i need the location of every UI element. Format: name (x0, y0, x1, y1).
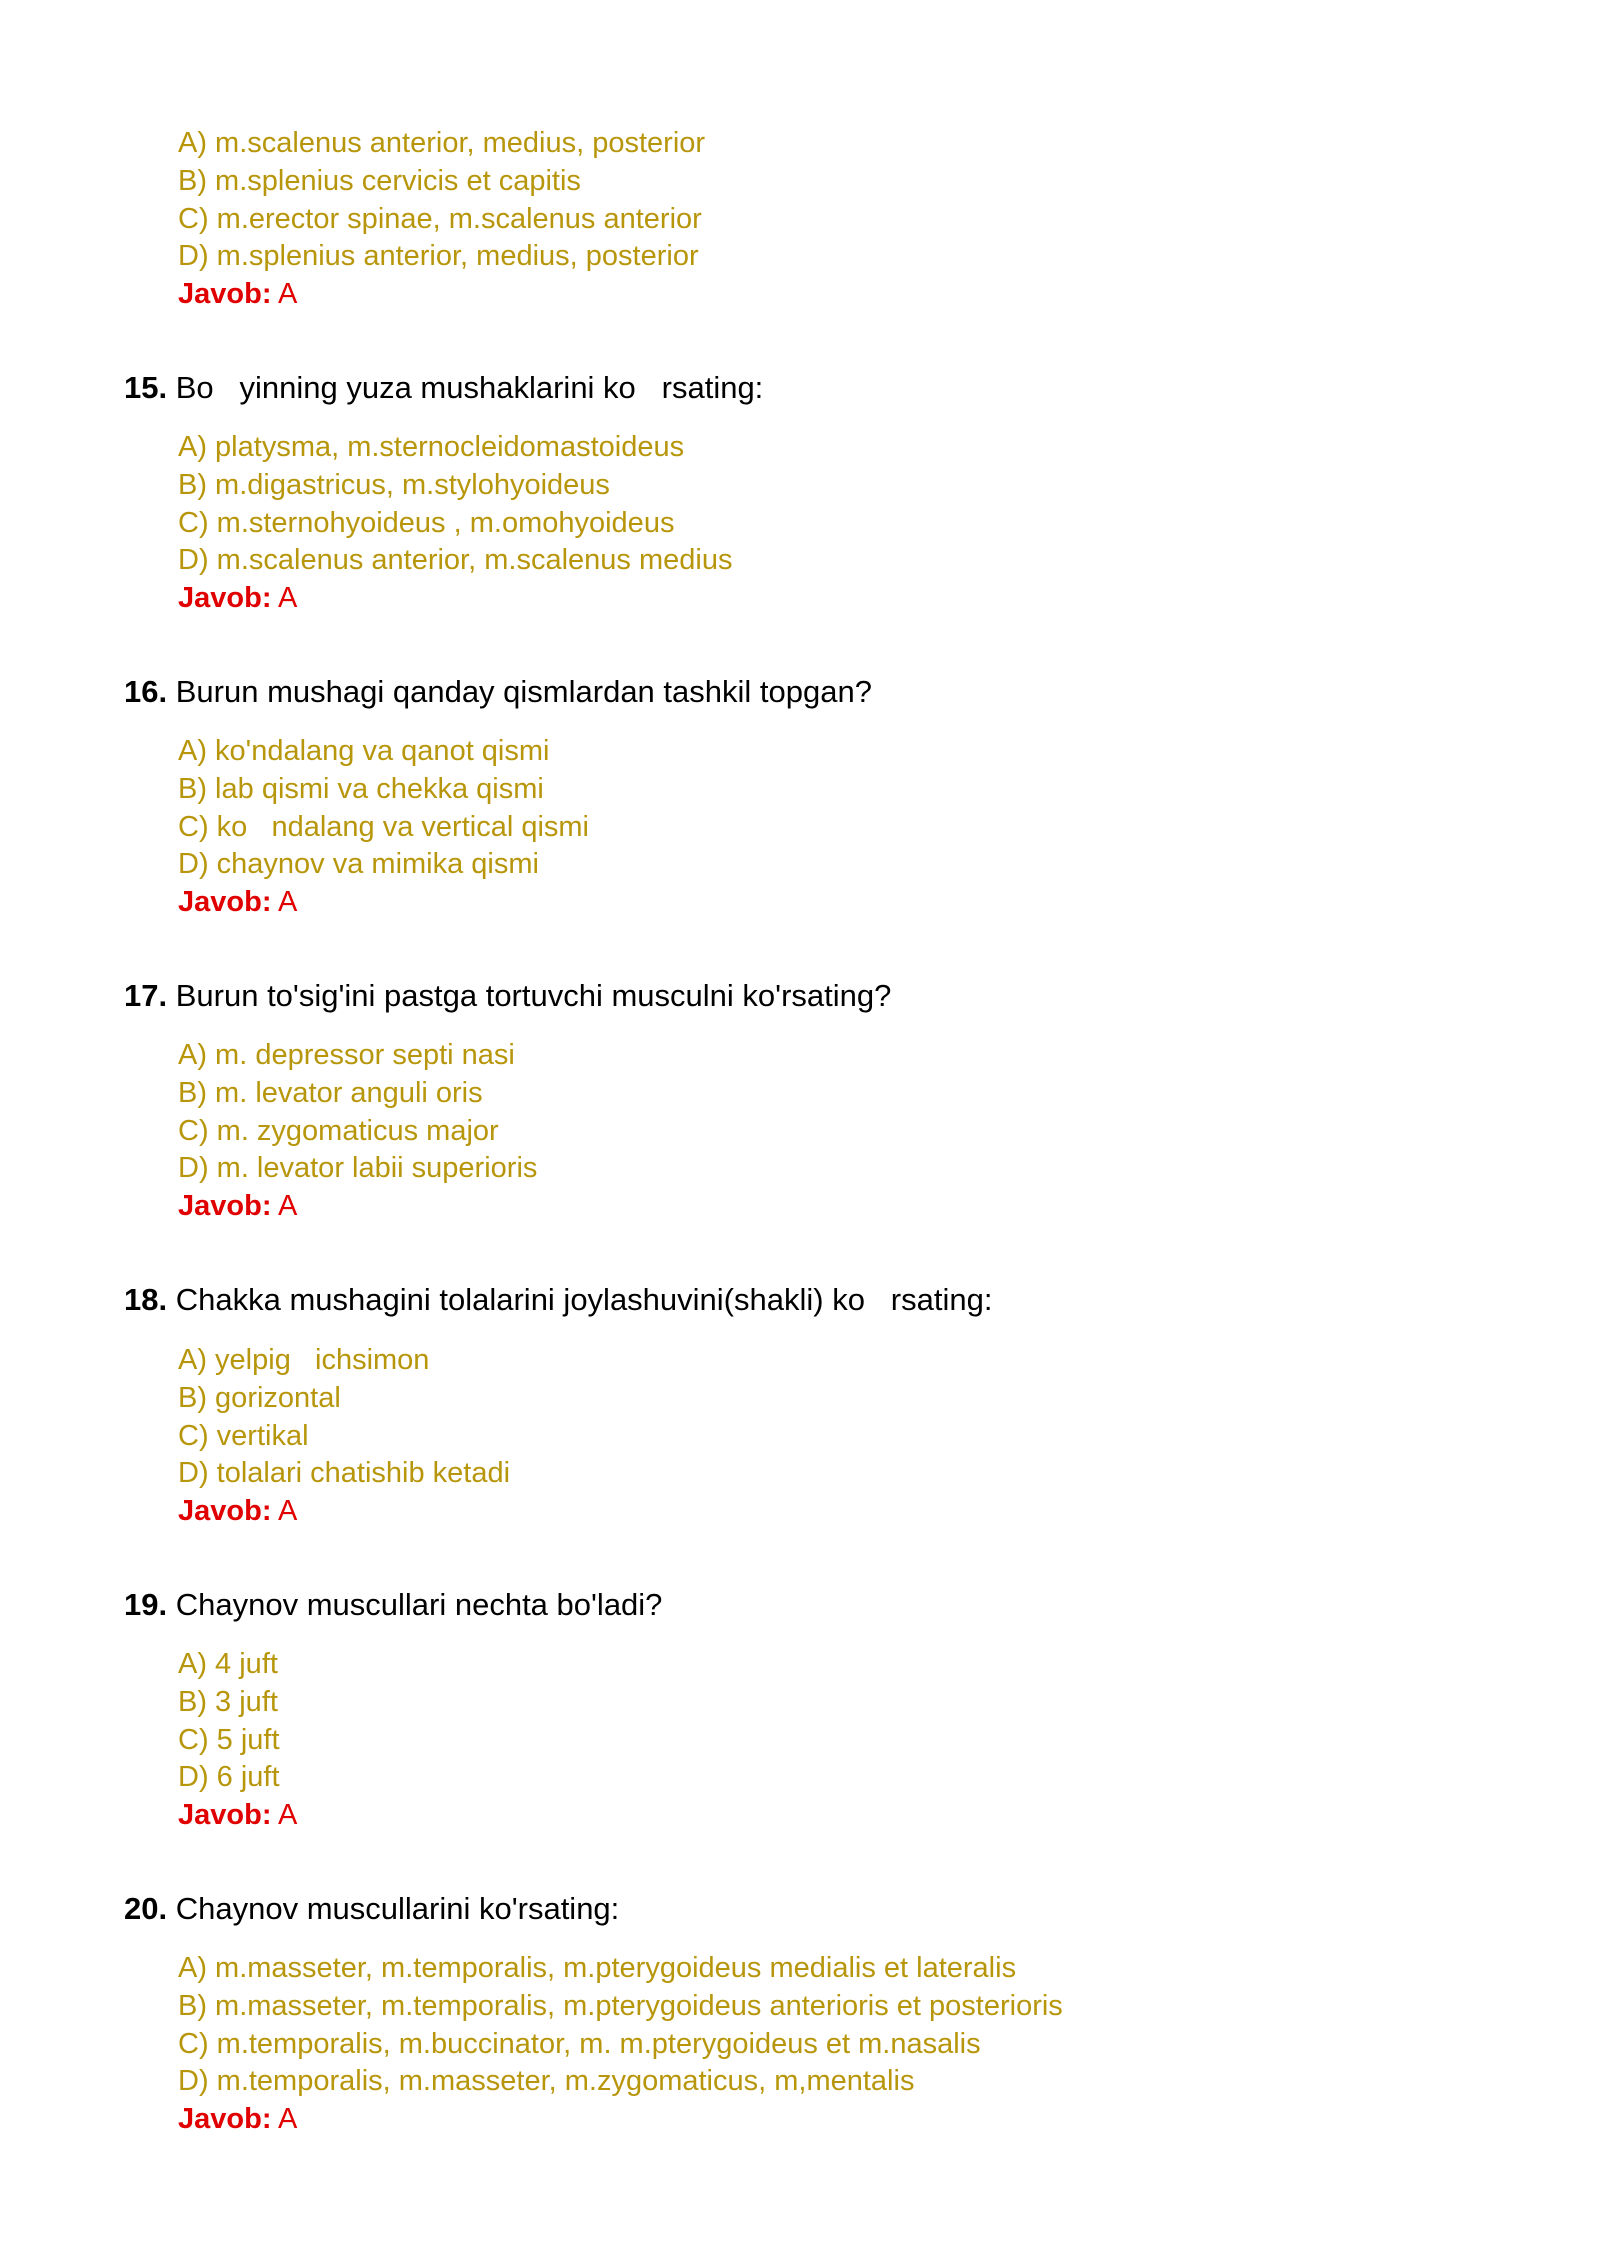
question-number: 17. (124, 978, 168, 1013)
question-options (178, 1950, 1063, 2139)
option-c: C) m.erector spinae, m.scalenus anterior (178, 202, 702, 235)
option-a: A) m.scalenus anterior, medius, posterior (178, 127, 706, 159)
option-c: C) vertikal (178, 1419, 309, 1452)
option-c: C) 5 juft (178, 1723, 280, 1756)
option-c: C) m.temporalis, m.buccinator, m. m.pterygoideus et m.nasalis (178, 2027, 981, 2060)
question-number: 16. (124, 674, 168, 709)
option-d: D) m. levator labii superioris (178, 1152, 538, 1185)
answer-line (178, 884, 589, 922)
option-a: A) platysma, m.sternocleidomastoideus (178, 431, 685, 463)
answer-value: A (277, 1799, 298, 1831)
question-number: 20. (124, 1891, 168, 1926)
option-d: D) tolalari chatishib ketadi (178, 1457, 511, 1490)
question-options (178, 1646, 297, 1835)
question-options (178, 733, 589, 922)
answer-value: A (277, 886, 298, 918)
option-b: B) m.splenius cervicis et capitis (178, 164, 581, 197)
answer-label: Javob: (178, 1495, 272, 1527)
question-options (178, 1037, 537, 1226)
answer-label: Javob: (178, 278, 272, 310)
answer-label: Javob: (178, 1799, 272, 1831)
answer-value: A (277, 1495, 298, 1527)
answer-label: Javob: (178, 1190, 272, 1222)
option-b: B) gorizontal (178, 1381, 341, 1414)
answer-line (178, 2101, 1063, 2139)
answer-label: Javob: (178, 886, 272, 918)
answer-line (178, 1797, 297, 1835)
question-options (178, 1342, 510, 1531)
answer-value: A (277, 582, 298, 614)
question-options (178, 429, 732, 618)
question-title (124, 977, 891, 1015)
question-text: Bo yinning yuza mushaklarini ko rsating: (175, 370, 764, 405)
option-b: B) m. levator anguli oris (178, 1076, 483, 1109)
option-b: B) m.masseter, m.temporalis, m.pterygoideus anterioris et posterioris (178, 1989, 1063, 2022)
question-title (124, 1281, 992, 1319)
option-b: B) 3 juft (178, 1685, 278, 1718)
question-text: Chaynov muscullarini ko'rsating: (175, 1891, 620, 1926)
answer-line (178, 580, 732, 618)
option-c: C) m. zygomaticus major (178, 1114, 499, 1147)
question-title (124, 673, 872, 711)
option-b: B) lab qismi va chekka qismi (178, 772, 544, 805)
answer-label: Javob: (178, 582, 272, 614)
question-title (124, 1586, 662, 1624)
question-number: 19. (124, 1587, 168, 1622)
question-text: Burun mushagi qanday qismlardan tashkil topgan? (175, 674, 872, 709)
option-c: C) ko ndalang va vertical qismi (178, 810, 589, 843)
option-a: A) ko'ndalang va qanot qismi (178, 735, 550, 767)
answer-line (178, 276, 705, 314)
option-b: B) m.digastricus, m.stylohyoideus (178, 468, 610, 501)
question-title (124, 1890, 619, 1928)
question-title (124, 369, 763, 407)
answer-label: Javob: (178, 2103, 272, 2135)
question-number: 18. (124, 1282, 168, 1317)
answer-value: A (277, 1190, 298, 1222)
option-a: A) yelpig ichsimon (178, 1344, 430, 1376)
option-d: D) m.temporalis, m.masseter, m.zygomaticus, m,mentalis (178, 2065, 915, 2098)
question-text: Chakka mushagini tolalarini joylashuvini(shakli) ko rsating: (175, 1282, 993, 1317)
answer-line (178, 1493, 510, 1531)
option-a: A) 4 juft (178, 1648, 278, 1680)
option-d: D) m.splenius anterior, medius, posterior (178, 240, 699, 273)
answer-line (178, 1188, 537, 1226)
top-options (178, 125, 705, 314)
option-a: A) m. depressor septi nasi (178, 1039, 515, 1071)
answer-value: A (277, 2103, 298, 2135)
question-text: Burun to'sig'ini pastga tortuvchi musculni ko'rsating? (175, 978, 892, 1013)
question-text: Chaynov muscullari nechta bo'ladi? (175, 1587, 663, 1622)
option-d: D) chaynov va mimika qismi (178, 848, 539, 881)
option-d: D) 6 juft (178, 1761, 280, 1794)
option-c: C) m.sternohyoideus , m.omohyoideus (178, 506, 675, 539)
answer-value: A (277, 278, 298, 310)
question-number: 15. (124, 370, 168, 405)
option-d: D) m.scalenus anterior, m.scalenus medius (178, 544, 733, 577)
option-a: A) m.masseter, m.temporalis, m.pterygoideus medialis et lateralis (178, 1952, 1017, 1984)
